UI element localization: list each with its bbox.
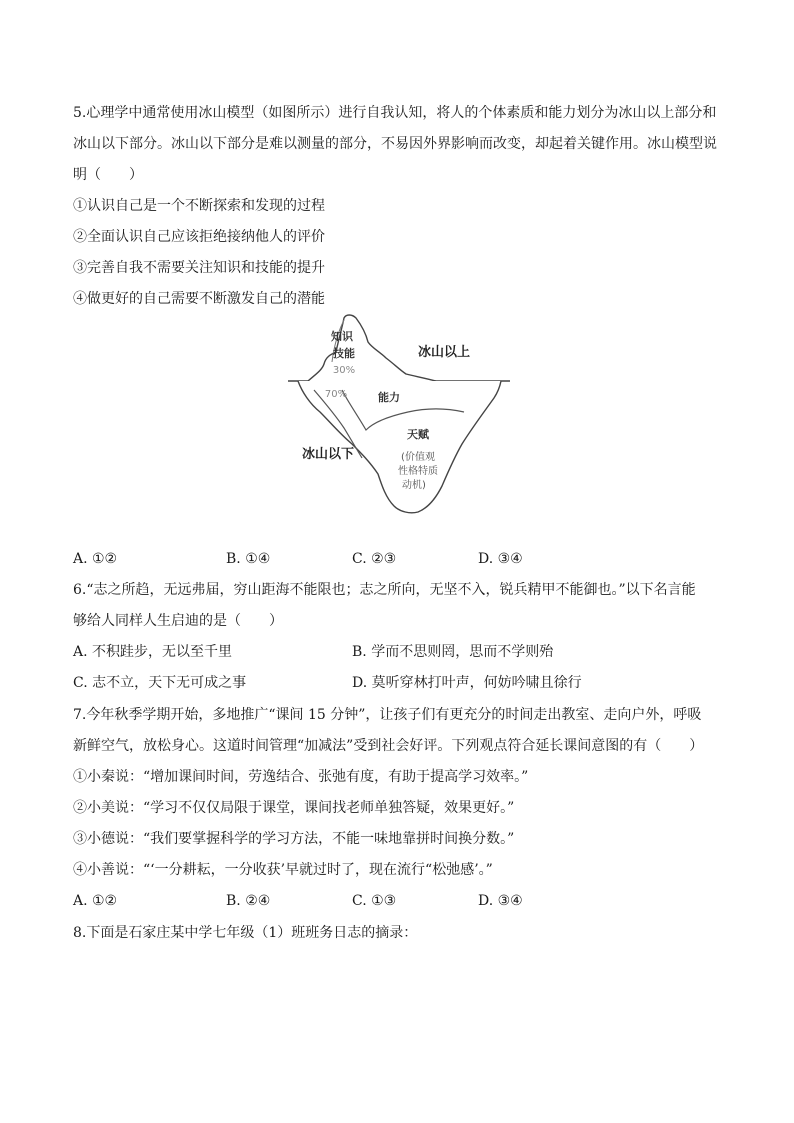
talent-label: 天赋: [407, 428, 429, 441]
peak-label: 技能: [333, 347, 355, 360]
q6-option-a[interactable]: A. 不积跬步，无以至千里: [73, 644, 233, 660]
iceberg-peak: [308, 315, 436, 381]
below-water-label: 冰山以下: [301, 447, 355, 462]
talent-detail: 动机): [402, 480, 426, 491]
q7-statement: ③小德说：“我们要掌握科学的学习方法，不能一味地靠拼时间换分数。”: [73, 831, 515, 847]
talent-detail: (价值观: [401, 452, 435, 463]
q7-statement: ②小美说：“学习不仅仅局限于课堂，课间找老师单独答疑，效果更好。”: [73, 800, 515, 816]
below-percent: 70%: [324, 389, 348, 400]
q7-statement: ①小秦说：“增加课间时间，劳逸结合、张弛有度，有助于提高学习效率。”: [73, 769, 529, 785]
q5-stem-line: 冰山以下部分。冰山以下部分是难以测量的部分，不易因外界影响而改变，却起着关键作用。冰山模型说: [73, 136, 717, 152]
q5-statement: ③完善自我不需要关注知识和技能的提升: [73, 260, 325, 276]
q7-stem-line: 新鲜空气，放松身心。这道时间管理“加减法”受到社会好评。下列观点符合延长课间意图的有（ ）: [73, 738, 704, 754]
q7-statement: ④小善说：“‘一分耕耘，一分收获’早就过时了，现在流行“松弛感’。”: [73, 862, 493, 878]
q7-option-a[interactable]: A. ①②: [73, 893, 118, 909]
q5-statement: ④做更好的自己需要不断激发自己的潜能: [73, 291, 325, 307]
q6-stem-line: 够给人同样人生启迪的是（ ）: [73, 613, 283, 629]
ability-label: 能力: [378, 391, 400, 404]
q6-option-d[interactable]: D. 莫听穿林打叶声，何妨吟啸且徐行: [352, 675, 582, 691]
q7-option-b[interactable]: B. ②④: [226, 893, 271, 909]
q5-option-a[interactable]: A. ①②: [73, 551, 118, 567]
q7-option-d[interactable]: D. ③④: [478, 893, 523, 909]
q5-option-c[interactable]: C. ②③: [352, 551, 397, 567]
talent-detail: 性格特质: [398, 466, 438, 477]
iceberg-diagram: [286, 312, 512, 520]
q6-option-c[interactable]: C. 志不立，天下无可成之事: [73, 675, 247, 691]
iceberg-model-figure: [286, 312, 512, 520]
q5-stem-line: 5.心理学中通常使用冰山模型（如图所示）进行自我认知，将人的个体素质和能力划分为冰山以上部分和: [73, 105, 717, 121]
q6-option-b[interactable]: B. 学而不思则罔，思而不学则殆: [352, 644, 554, 660]
q5-option-b[interactable]: B. ①④: [226, 551, 271, 567]
peak-label: 知识: [331, 330, 353, 343]
q7-option-c[interactable]: C. ①③: [352, 893, 397, 909]
q5-stem-line: 明（ ）: [73, 167, 143, 183]
above-percent: 30%: [332, 365, 356, 376]
above-water-label: 冰山以上: [417, 345, 471, 360]
q8-stem-line: 8.下面是石家庄某中学七年级（1）班班务日志的摘录：: [73, 925, 418, 941]
q5-statement: ①认识自己是一个不断探索和发现的过程: [73, 198, 325, 214]
q6-stem-line: 6.“志之所趋，无远弗届，穷山距海不能限也；志之所向，无坚不入，锐兵精甲不能御也。”以下名言能: [73, 582, 696, 598]
q5-statement: ②全面认识自己应该拒绝接纳他人的评价: [73, 229, 325, 245]
q5-option-d[interactable]: D. ③④: [478, 551, 523, 567]
q7-stem-line: 7.今年秋季学期开始，多地推广“课间 15 分钟”，让孩子们有更充分的时间走出教室、走向户外，呼吸: [73, 707, 702, 723]
